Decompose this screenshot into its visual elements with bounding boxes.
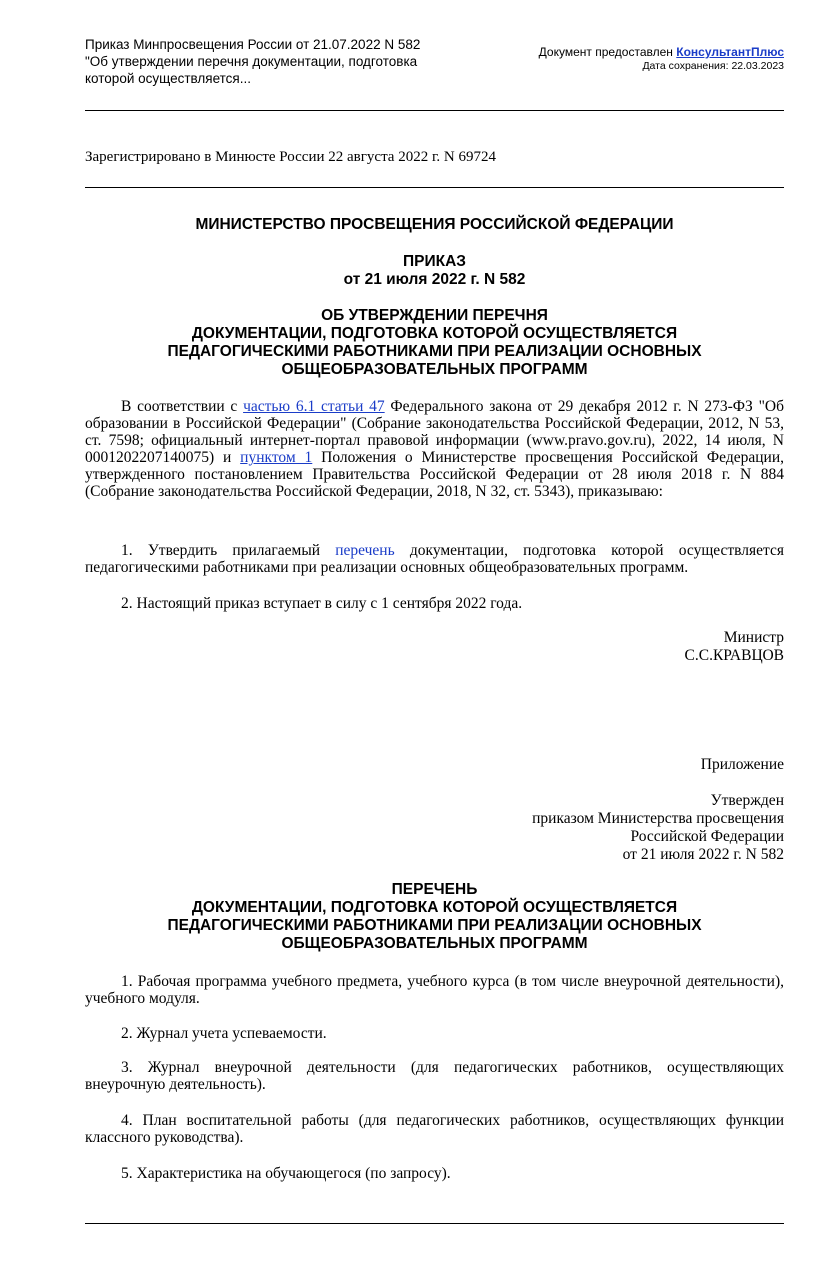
list-item-text: 3. Журнал внеурочной деятельности (для педагогических работников, осуществляющих внеурочную деятельность). [85, 1059, 784, 1093]
list-item [85, 1059, 784, 1093]
registration-divider [85, 187, 784, 188]
regulation-point-link[interactable]: пунктом 1 [240, 449, 313, 466]
law-article-link[interactable]: частью 6.1 статьи 47 [243, 398, 385, 415]
list-item-text: 4. План воспитательной работы (для педагогических работников, осуществляющих функции классного руководства). [85, 1112, 784, 1146]
item-text: 1. Утвердить прилагаемый [121, 542, 336, 559]
list-item [85, 1025, 784, 1042]
signer-position: Министр [723, 629, 784, 646]
preamble-text: Положения о Министерстве просвещения Российской Федерации, утвержденного постановлением Правительства Российской Федерации от 28 июля 2018 г. N 884 (Собрание законодательства Российской Федерации, 2018, N 32, ст. 5343), приказываю: [85, 449, 784, 500]
preamble-text: Федерального закона от 29 декабря 2012 г. N 273-ФЗ "Об образовании в Российской Федерации" (Собрание законодательства Российской Федерации, 2012, N 53, ст. 7598; официальный интернет-портал правовой информации (www.pravo.gov.ru), 2022, 14 июля, N 0001202207140075) и [85, 398, 784, 466]
item-text: документации, подготовка которой осуществляется педагогическими работниками при реализации основных общеобразовательных программ. [85, 542, 784, 576]
order-title [85, 307, 784, 379]
signer-name: С.С.КРАВЦОВ [684, 647, 784, 664]
order-title-line: ОБ УТВЕРЖДЕНИИ ПЕРЕЧНЯ [321, 307, 548, 324]
approval-line: от 21 июля 2022 г. N 582 [622, 846, 784, 863]
order-title-line: ПЕДАГОГИЧЕСКИМИ РАБОТНИКАМИ ПРИ РЕАЛИЗАЦИИ ОСНОВНЫХ [167, 343, 702, 360]
document-reference [85, 36, 465, 87]
list-title-line: ДОКУМЕНТАЦИИ, ПОДГОТОВКА КОТОРОЙ ОСУЩЕСТВЛЯЕТСЯ [191, 899, 678, 916]
list-title-line: ОБЩЕОБРАЗОВАТЕЛЬНЫХ ПРОГРАММ [281, 935, 588, 952]
provider-info [539, 45, 784, 73]
list-item [85, 973, 784, 1007]
page-header [85, 36, 784, 96]
list-item [85, 1165, 784, 1182]
approval-line: Российской Федерации [630, 828, 784, 845]
approval-block [532, 792, 784, 864]
doc-ref-line: "Об утверждении перечня документации, подготовка [85, 54, 418, 69]
signature-block [685, 629, 784, 665]
order-heading [85, 253, 784, 289]
doc-ref-line: которой осуществляется... [85, 71, 251, 86]
list-item-text: 5. Характеристика на обучающегося (по запросу). [121, 1165, 451, 1182]
footer-divider [85, 1223, 784, 1224]
list-item-text: 2. Журнал учета успеваемости. [121, 1025, 327, 1042]
provider-link[interactable]: КонсультантПлюс [676, 45, 784, 59]
provided-by-label: Документ предоставлен [538, 45, 677, 59]
order-date-number: от 21 июля 2022 г. N 582 [343, 271, 526, 288]
registration-note: Зарегистрировано в Минюсте России 22 августа 2022 г. N 69724 [85, 149, 497, 165]
list-title-line: ПЕДАГОГИЧЕСКИМИ РАБОТНИКАМИ ПРИ РЕАЛИЗАЦИИ ОСНОВНЫХ [167, 917, 702, 934]
order-title-line: ОБЩЕОБРАЗОВАТЕЛЬНЫХ ПРОГРАММ [281, 361, 588, 378]
item-text: 2. Настоящий приказ вступает в силу с 1 сентября 2022 года. [121, 595, 523, 612]
order-title-line: ДОКУМЕНТАЦИИ, ПОДГОТОВКА КОТОРОЙ ОСУЩЕСТВЛЯЕТСЯ [191, 325, 678, 342]
list-title-line: ПЕРЕЧЕНЬ [391, 881, 478, 898]
header-divider [85, 110, 784, 111]
preamble-paragraph [85, 398, 784, 500]
order-item-2 [85, 595, 784, 612]
ministry-heading: МИНИСТЕРСТВО ПРОСВЕЩЕНИЯ РОССИЙСКОЙ ФЕДЕРАЦИИ [195, 216, 674, 233]
approval-line: Утвержден [710, 792, 784, 809]
list-item-text: 1. Рабочая программа учебного предмета, учебного курса (в том числе внеурочной деятельности), учебного модуля. [85, 973, 784, 1007]
list-item [85, 1112, 784, 1146]
doc-ref-line: Приказ Минпросвещения России от 21.07.2022 N 582 [85, 37, 421, 52]
list-title [85, 881, 784, 953]
appendix-label: Приложение [700, 756, 784, 773]
order-label: ПРИКАЗ [403, 253, 466, 270]
save-date: Дата сохранения: 22.03.2023 [642, 60, 784, 72]
preamble-text: В соответствии с [121, 398, 244, 415]
order-item-1 [85, 542, 784, 576]
list-link[interactable]: перечень [335, 542, 395, 559]
approval-line: приказом Министерства просвещения [532, 810, 784, 827]
